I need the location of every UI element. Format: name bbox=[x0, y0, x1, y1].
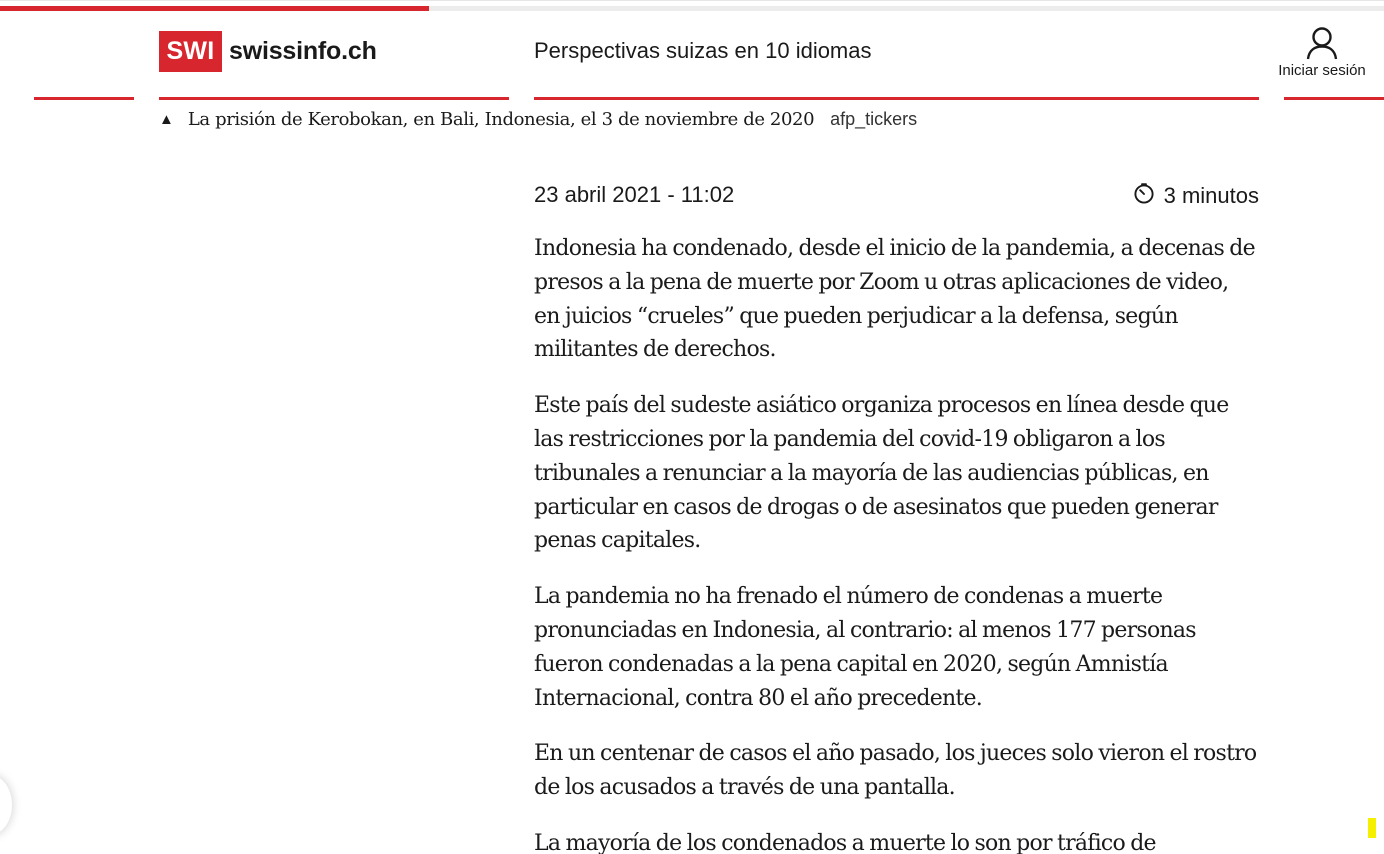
reading-progress-fill bbox=[0, 6, 429, 11]
article-paragraph: Este país del sudeste asiático organiza procesos en línea desde que las restricciones por la pandemia del covid-19 obligaron a los tribunales a renunciar a la mayoría de las audiencias públicas, en particular en casos de drogas o de asesinatos que pueden generar penas capitales. bbox=[534, 393, 1229, 554]
caption-credit: afp_tickers bbox=[830, 108, 918, 129]
logo-mark: SWI bbox=[159, 31, 222, 72]
logo-text: swissinfo.ch bbox=[229, 37, 377, 65]
article-paragraph: Indonesia ha condenado, desde el inicio de la pandemia, a decenas de presos a la pena de muerte por Zoom u otras aplicaciones de video, en juicios “crueles” que pueden perjudicar a la defensa, según militantes de derechos. bbox=[534, 236, 1255, 363]
publish-date: 23 abril 2021 - 11:02 bbox=[534, 182, 735, 207]
collapse-caption-arrow-icon[interactable]: ▲ bbox=[159, 110, 174, 128]
header-divider bbox=[34, 97, 134, 100]
login-label: Iniciar sesión bbox=[1278, 62, 1366, 79]
article-paragraph: En un centenar de casos el año pasado, los jueces solo vieron el rostro de los acusados a través de una pantalla. bbox=[534, 741, 1257, 801]
reading-time bbox=[1133, 182, 1259, 210]
site-logo[interactable] bbox=[159, 31, 377, 72]
login-button[interactable] bbox=[1268, 26, 1376, 79]
yellow-marker bbox=[1368, 818, 1376, 838]
reading-time-label: 3 minutos bbox=[1163, 183, 1259, 208]
top-border bbox=[0, 0, 1384, 1]
article-paragraph: La pandemia no ha frenado el número de condenas a muerte pronunciadas en Indonesia, al contrario: al menos 177 personas fueron condenadas a la pena capital en 2020, según Amnistía Internacional, contra 80 el año precedente. bbox=[534, 584, 1196, 711]
header-divider bbox=[1284, 97, 1384, 100]
article-body bbox=[534, 232, 1259, 854]
article-paragraph: La mayoría de los condenados a muerte lo son por tráfico de bbox=[534, 830, 1156, 854]
article-meta bbox=[534, 180, 1259, 210]
floating-side-button[interactable] bbox=[0, 775, 12, 835]
stopwatch-icon bbox=[1133, 182, 1164, 210]
user-icon bbox=[1268, 26, 1376, 60]
reading-progress-bar bbox=[0, 6, 1384, 11]
header-divider bbox=[159, 97, 509, 100]
header-divider bbox=[534, 97, 1259, 100]
image-caption bbox=[159, 106, 917, 132]
site-tagline: Perspectivas suizas en 10 idiomas bbox=[534, 38, 872, 63]
caption-text: La prisión de Kerobokan, en Bali, Indonesia, el 3 de noviembre de 2020 bbox=[187, 108, 815, 130]
